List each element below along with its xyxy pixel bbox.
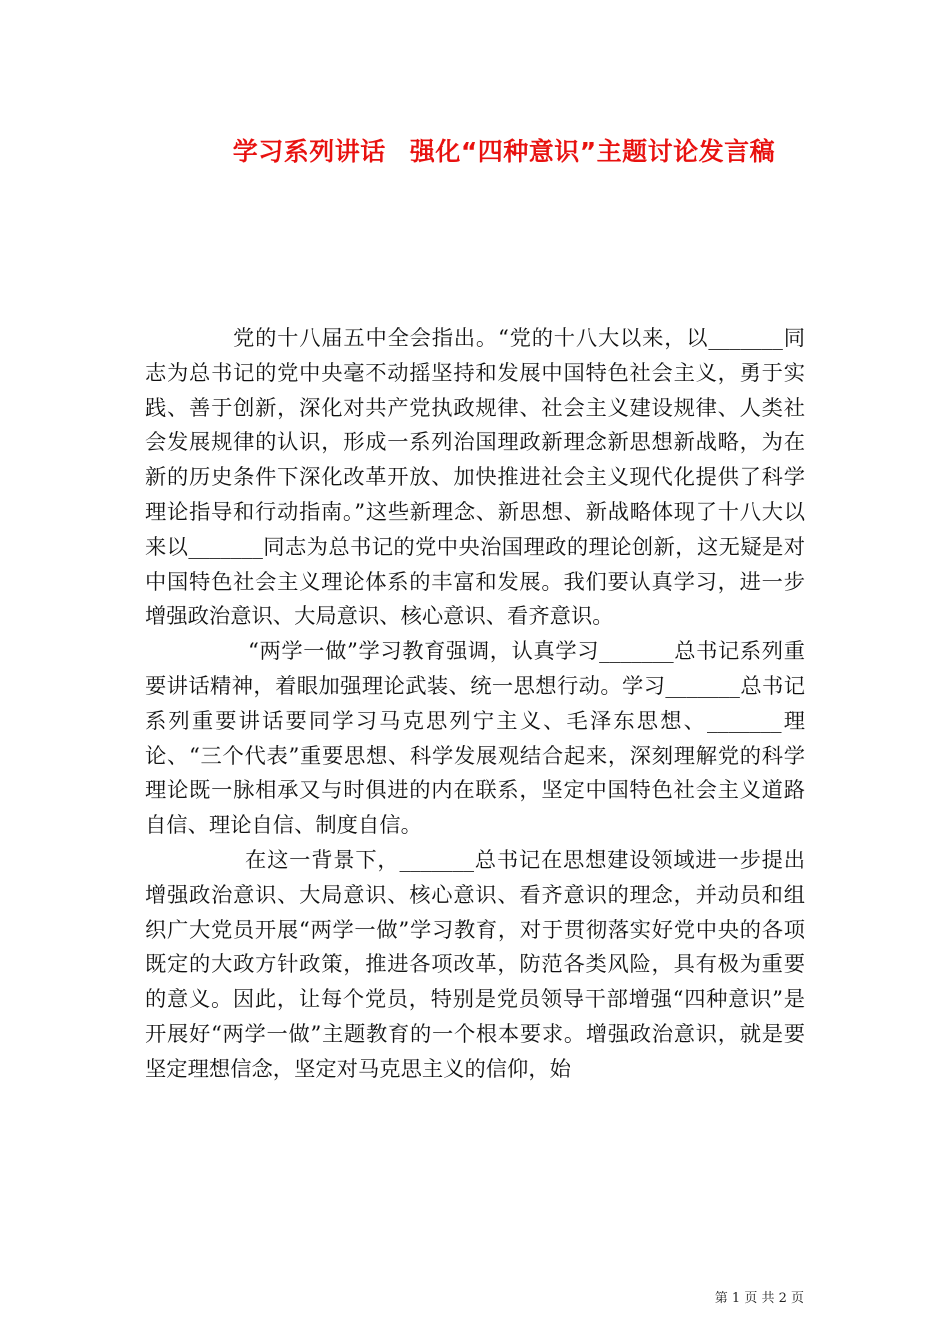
paragraph-3: 在这一背景下，_______总书记在思想建设领域进一步提出增强政治意识、大局意识、核心意识、看齐意识的理念，并动员和组织广大党员开展“两学一做”学习教育，对于贯彻落实好党中央的各项既定的大政方针政策，推进各项改革，防范各类风险，具有极为重要的意义。因此，让每个党员，特别是党员领导干部增强“四种意识”是开展好“两学一做”主题教育的一个根本要求。增强政治意识，就是要坚定理想信念，坚定对马克思主义的信仰，始 — [145, 847, 805, 1082]
paragraph-2: “两学一做”学习教育强调，认真学习_______总书记系列重要讲话精神，着眼加强理论武装、统一思想行动。学习_______总书记系列重要讲话要同学习马克思列宁主义、毛泽东思想、_______理论、“三个代表”重要思想、科学发展观结合起来，深刻理解党的科学理论既一脉相承又与时俱进的内在联系，坚定中国特色社会主义道路自信、理论自信、制度自信。 — [145, 639, 805, 839]
paragraph-1: 党的十八届五中全会指出。“党的十八大以来，以_______同志为总书记的党中央毫不动摇坚持和发展中国特色社会主义，勇于实践、善于创新，深化对共产党执政规律、社会主义建设规律、人类社会发展规律的认识，形成一系列治国理政新理念新思想新战略，为在新的历史条件下深化改革开放、加快推进社会主义现代化提供了科学理论指导和行动指南。”这些新理念、新思想、新战略体现了十八大以来以_______同志为总书记的党中央治国理政的理论创新，这无疑是对中国特色社会主义理论体系的丰富和发展。我们要认真学习，进一步增强政治意识、大局意识、核心意识、看齐意识。 — [145, 326, 805, 630]
document-title — [0, 132, 950, 168]
document-body — [145, 322, 805, 1088]
title-topic: 强化“四种意识”主题讨论发言稿 — [409, 137, 776, 166]
title-series: 学习系列讲话 — [232, 137, 386, 166]
page-number-footer: 第 1 页 共 2 页 — [714, 1291, 804, 1306]
